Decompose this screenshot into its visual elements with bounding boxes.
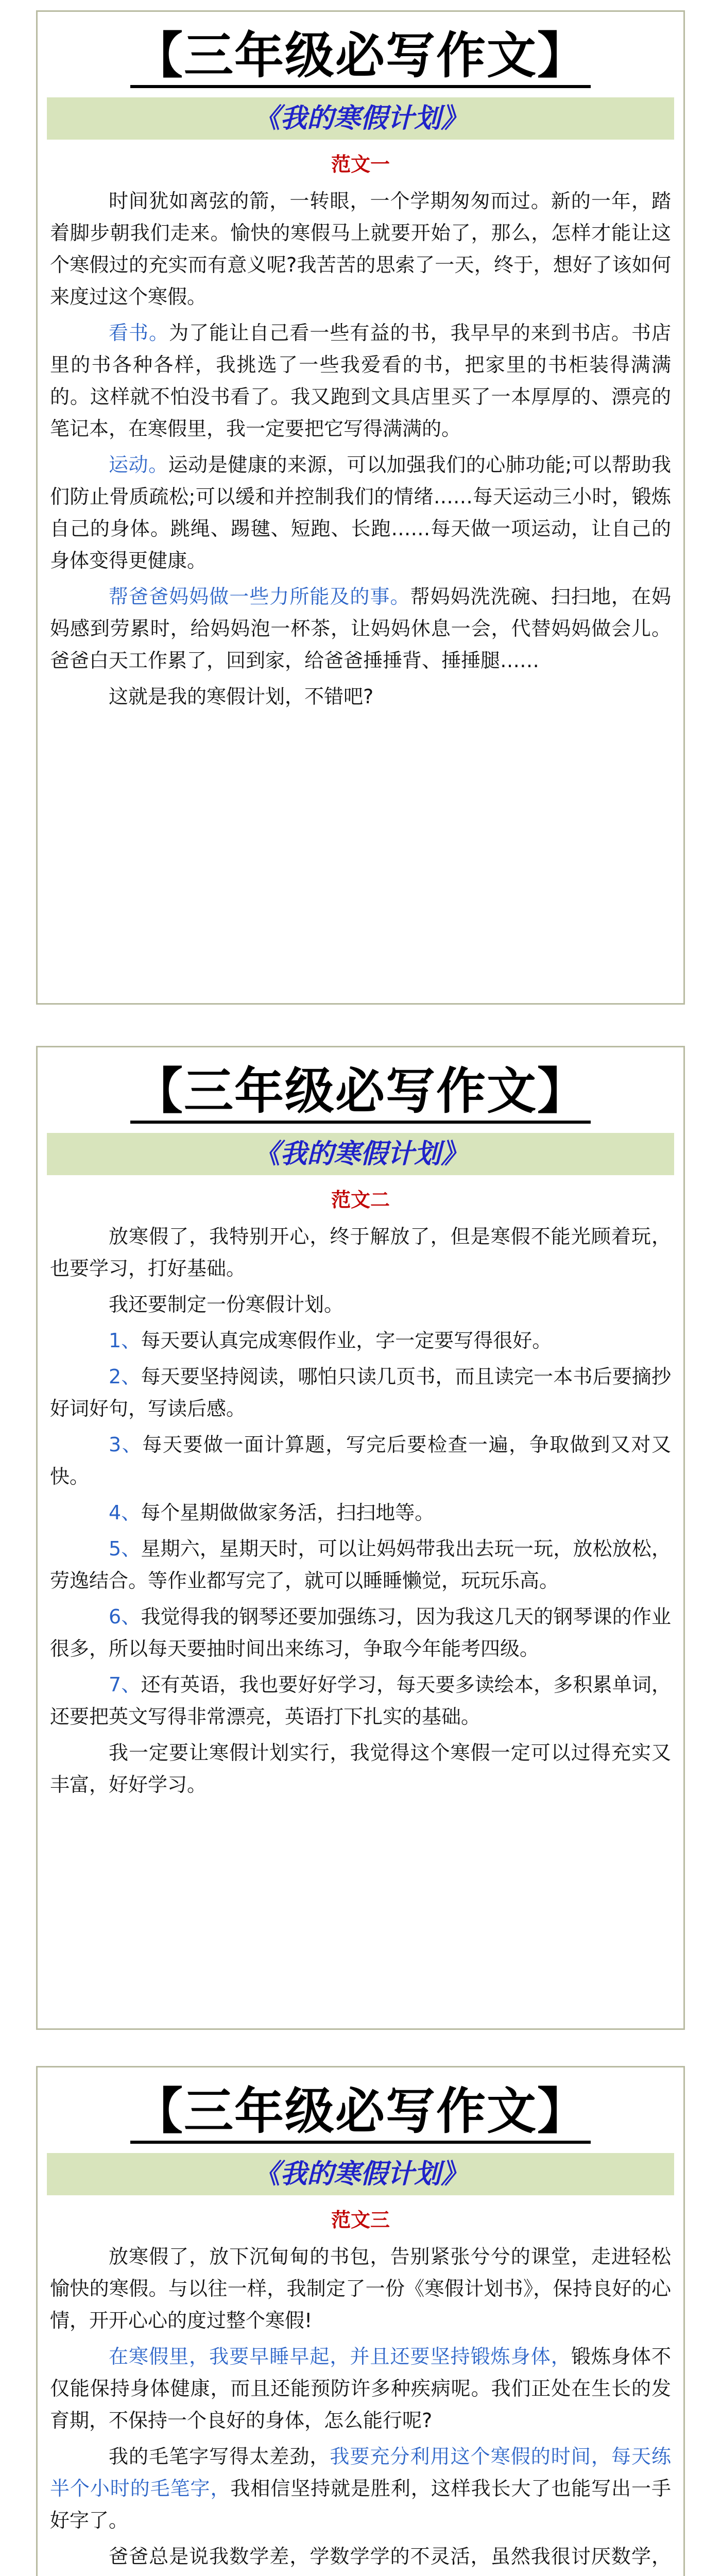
highlighted-text: 看书。 <box>109 321 169 344</box>
essay-paragraph <box>50 1325 671 1357</box>
essay-label: 范文一 <box>331 153 390 176</box>
subtitle-band: 《我的寒假计划》 <box>47 1133 674 1175</box>
main-title <box>38 1063 683 1124</box>
paragraph-text: 星期六，星期天时，可以让妈妈带我出去玩一玩，放松放松，劳逸结合。等作业都写完了，就可以睡睡懒觉，玩玩乐高。 <box>50 1537 671 1592</box>
essay-card-2 <box>36 1046 685 2030</box>
highlighted-text: 3、 <box>109 1433 143 1456</box>
paragraph-text: 这就是我的寒假计划，不错吧? <box>109 685 374 708</box>
essay-label: 范文二 <box>331 1189 390 1211</box>
paragraph-text: 放寒假了，放下沉甸甸的书包，告别紧张兮兮的课堂，走进轻松愉快的寒假。与以往一样，我制定了一份《寒假计划书》，保持良好的心情，开开心心的度过整个寒假! <box>50 2245 671 2332</box>
essay-paragraph <box>50 581 671 676</box>
essay-body <box>50 1221 671 1801</box>
essay-paragraph <box>50 1221 671 1284</box>
essay-paragraph <box>50 1289 671 1320</box>
essay-paragraph <box>50 2341 671 2436</box>
paragraph-text: 我相信坚持就是胜利，这样我长大了也能写出一手好字了。 <box>50 2477 671 2532</box>
essay-paragraph <box>50 185 671 313</box>
essay-paragraph <box>50 2441 671 2536</box>
essay-paragraph <box>50 2540 671 2576</box>
highlighted-text: 5、 <box>109 1537 141 1560</box>
main-title <box>38 27 683 88</box>
essay-label: 范文三 <box>331 2209 390 2231</box>
essay-paragraph <box>50 449 671 577</box>
paragraph-text: 我还要制定一份寒假计划。 <box>109 1293 344 1316</box>
essay-paragraph <box>50 1497 671 1529</box>
essay-paragraph <box>50 317 671 445</box>
highlighted-text: 在寒假里，我要早睡早起，并且还要坚持锻炼身体， <box>109 2345 571 2368</box>
essay-paragraph <box>50 1361 671 1425</box>
essay-card-3 <box>36 2066 685 2576</box>
essay-body <box>50 185 671 713</box>
paragraph-text: 每个星期做做家务活，扫扫地等。 <box>141 1501 435 1524</box>
essay-paragraph <box>50 1601 671 1665</box>
highlighted-text: 帮爸爸妈妈做一些力所能及的事。 <box>109 585 410 608</box>
subtitle-band: 《我的寒假计划》 <box>47 2153 674 2195</box>
essay-card-1 <box>36 10 685 1005</box>
paragraph-text: 我觉得我的钢琴还要加强练习，因为我这几天的钢琴课的作业很多，所以每天要抽时间出来练习，争取今年能考四级。 <box>50 1605 671 1660</box>
paragraph-text: 放寒假了，我特别开心，终于解放了，但是寒假不能光顾着玩，也要学习，打好基础。 <box>50 1225 671 1280</box>
paragraph-text: 为了能让自己看一些有益的书，我早早的来到书店。书店里的书各种各样，我挑选了一些我爱看的书，把家里的书柜装得满满的。这样就不怕没书看了。我又跑到文具店里买了一本厚厚的、漂亮的笔记本，在寒假里，我一定要把它写得满满的。 <box>50 321 671 440</box>
subtitle-band: 《我的寒假计划》 <box>47 97 674 140</box>
paragraph-text: 锻炼身体不仅能保持身体健康，而且还能预防许多种疾病呢。我们正处在生长的发育期，不保持一个良好的身体，怎么能行呢? <box>50 2345 671 2432</box>
highlighted-text: 4、 <box>109 1501 141 1524</box>
essay-paragraph <box>50 681 671 713</box>
paragraph-text: 每天要做一面计算题，写完后要检查一遍，争取做到又对又快。 <box>50 1433 671 1488</box>
paragraph-text: 还有英语，我也要好好学习，每天要多读绘本，多积累单词，还要把英文写得非常漂亮，英语打下扎实的基础。 <box>50 1673 671 1728</box>
main-title-text: 【三年级必写作文】 <box>130 1063 591 1124</box>
highlighted-text: 2、 <box>109 1365 141 1388</box>
paragraph-text: 时间犹如离弦的箭，一转眼，一个学期匆匆而过。新的一年，踏着脚步朝我们走来。愉快的寒假马上就要开始了，那么，怎样才能让这个寒假过的充实而有意义呢?我苦苦的思索了一天，终于，想好了该如何来度过这个寒假。 <box>50 190 671 308</box>
main-title <box>38 2083 683 2144</box>
highlighted-text: 我要充分利用这个寒假的时间，每天练半个小时的毛笔字， <box>50 2445 671 2500</box>
highlighted-text: 运动。 <box>109 453 168 476</box>
paragraph-text: 运动是健康的来源，可以加强我们的心肺功能;可以帮助我们防止骨质疏松;可以缓和并控制我们的情绪……每天运动三小时，锻炼自己的身体。跳绳、踢毽、短跑、长跑……每天做一项运动，让自己的身体变得更健康。 <box>50 453 671 572</box>
essay-paragraph <box>50 1533 671 1597</box>
main-title-text: 【三年级必写作文】 <box>130 27 591 88</box>
paragraph-text: 我的毛笔字写得太差劲， <box>109 2445 330 2468</box>
paragraph-text: 爸爸总是说我数学差，学数学学的不灵活，虽然我很讨厌数学， <box>109 2545 671 2568</box>
paragraph-text: 帮妈妈洗洗碗、扫扫地，在妈妈感到劳累时，给妈妈泡一杯茶，让妈妈休息一会，代替妈妈做会儿。爸爸白天工作累了，回到家，给爸爸捶捶背、捶捶腿…… <box>50 585 671 672</box>
essay-paragraph <box>50 1737 671 1801</box>
essay-body <box>50 2241 671 2576</box>
highlighted-text: 7、 <box>109 1673 141 1696</box>
paragraph-text: 每天要认真完成寒假作业，字一定要写得很好。 <box>141 1329 552 1352</box>
essay-paragraph <box>50 2241 671 2336</box>
essay-paragraph <box>50 1429 671 1493</box>
paragraph-text: 我一定要让寒假计划实行，我觉得这个寒假一定可以过得充实又丰富，好好学习。 <box>50 1741 671 1796</box>
essay-paragraph <box>50 1669 671 1733</box>
highlighted-text: 6、 <box>109 1605 141 1628</box>
main-title-text: 【三年级必写作文】 <box>130 2083 591 2144</box>
highlighted-text: 1、 <box>109 1329 141 1352</box>
paragraph-text: 每天要坚持阅读，哪怕只读几页书，而且读完一本书后要摘抄好词好句，写读后感。 <box>50 1365 671 1420</box>
